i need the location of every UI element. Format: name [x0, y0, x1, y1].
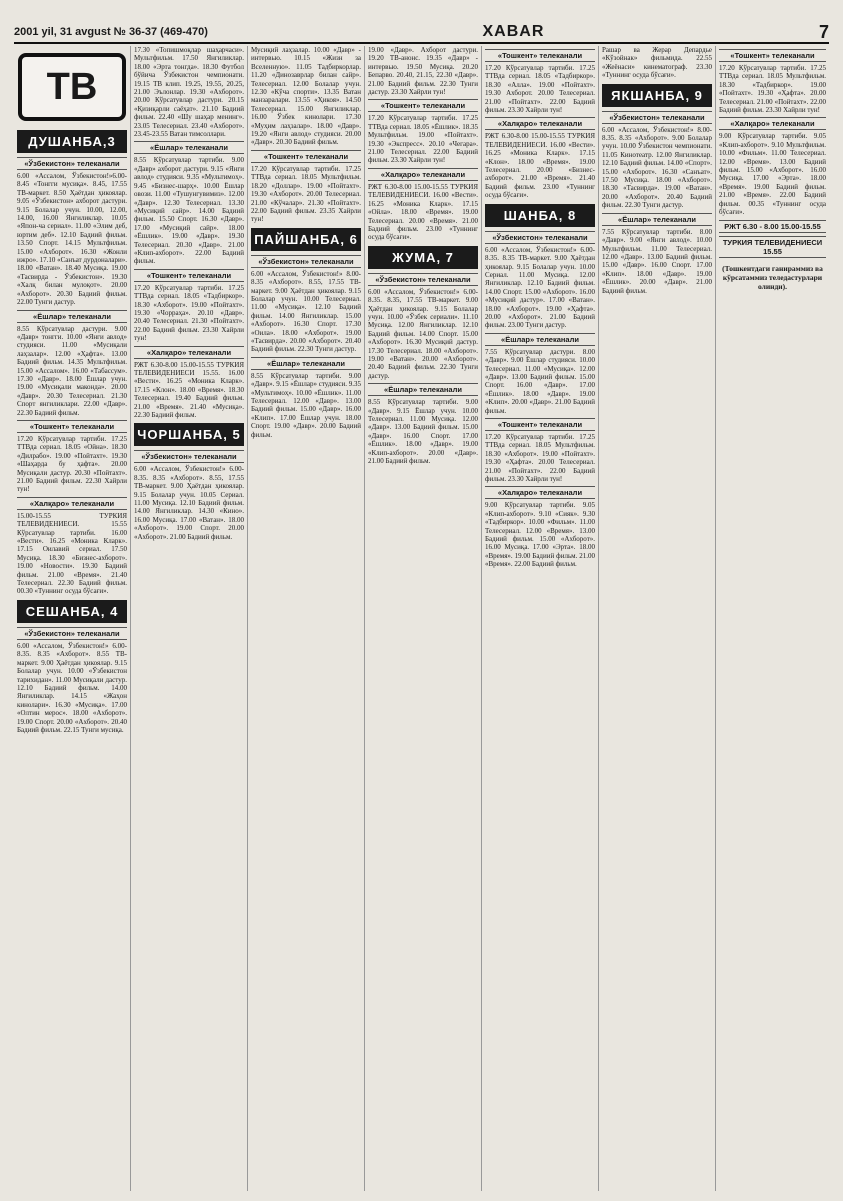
channel-heading: «Тошкент» телеканали [719, 49, 826, 62]
channel-heading: «Ўзбекистон» телеканали [251, 255, 361, 268]
schedule-text: РЖТ 6.30-8.00 15.00-15.55 ТУРКИЯ ТЕЛЕВИДЕНИЕСИ. 16.00 «Вести». 16.25 «Моника Кларк». 17.15 «Клон». 18.00 «Время». 19.00 Телесериал. 20.00 «Бизнес-ахборот». 21.00 «Время». 21.40 Бадиий фильм. 23.00 «Туннинг осуда бўсағи». [485, 132, 595, 200]
newspaper-brand: XABAR [482, 23, 545, 40]
schedule-text: 17.20 Кўрсатувлар тартиби. 17.25 ТТВда сериал. 18.05 «Тадбиркор». 18.30 «Алла». 19.00 «Пойтахт». 19.30 Ахборот. 20.00 Телесериал. 21.00 «Пойтахт». 22.00 Бадиий фильм. 23.30 Хайрли тун! [485, 64, 595, 115]
channel-heading: «Ўзбекистон» телеканали [17, 157, 127, 170]
schedule-text: 7.55 Кўрсатувлар дастури. 8.00 «Давр». 9.00 Ёшлар студияси. 10.00 Телесериал. 11.00 «Мусиқа». 12.00 «Давр». 13.00 Бадиий фильм. 15.00 Спорт. 16.00 «Давр». 17.00 «Ёшлик». 18.00 «Давр». 19.00 «Клип». 20.00 «Давр». 21.00 Бадиий фильм. [485, 347, 595, 415]
issue-info: 2001 yil, 31 avgust № 36-37 (469-470) [14, 26, 208, 38]
channel-heading: «Халқаро» телеканали [719, 117, 826, 130]
channel-heading: «Халқаро» телеканали [485, 486, 595, 499]
channel-heading: «Ўзбекистон» телеканали [485, 231, 595, 244]
schedule-text: 6.00 «Ассалом, Ўзбекистон!» 6.00-8.35. 8.35 «Ахборот». 8.55 ТВ-маркет. 9.00 Ҳаётдан ҳикоялар. 9.15 Болалар учун. 10.00 «Ўзбекистон тарихидан». 11.00 Мусиқали дастур. 12.10 Бадиий фильм. 14.00 Янгиликлар. 14.15 «Жаҳон кинолари». 16.30 «Мусиқа». 17.00 «Олтин мерос». 18.00 «Ахборот». 19.00 Спорт. 20.00 «Ахборот». 20.40 Бадиий фильм. 22.15 Тунги мусиқа. [17, 641, 127, 734]
schedule-text: 17.20 Кўрсатувлар тартиби. 17.25 ТТВда сериал. 18.05 Мультфильм. 18.30 «Тадбиркор». 19.00 «Пойтахт». 19.30 «Ҳафта». 20.00 Телесериал. 21.00 «Пойтахт». 22.00 Бадиий фильм. 23.30 Хайрли тун! [719, 64, 826, 115]
schedule-text: 8.55 Кўрсатувлар тартиби. 9.00 «Давр» ахборот дастури. 9.15 «Янги авлод» студияси. 9.35 «Мультимоҳ». 9.45 «Бизнес-шарҳ». 10.00 Ёшлар овози. 11.00 «Тушунгувимиз». 12.00 «Давр». 12.30 Телесериал. 13.30 «Мусиқий сайр». 14.00 Бадиий фильм. 15.50 Спорт. 16.30 «Давр». 17.00 «Мусиқий сайр». 18.00 «Ёшлик». 19.00 «Давр». 19.30 Телесериал. 20.30 «Давр». 21.00 «Клип-ахборот». 22.00 Бадиий фильм. [134, 156, 244, 266]
channel-heading: «Ёшлар» телеканали [251, 357, 361, 370]
tv-logo-icon: TB [18, 53, 126, 121]
schedule-text: 17.30 «Топишмоқлар шаҳарчаси». Мультфильм. 17.50 Янгиликлар. 18.00 «Эрта тонгда». 18.30 Футбол бўйича Ўзбекистон чемпионати. 19.15 ТВ клип. 19.25, 19.55, 20.25, 21.00 Эълонлар. 19.30 «Ахборот». 20.00 Кўрсатувлар дастури. 20.15 «Қизиқарли саёҳат». 21.10 Бадиий фильм. 22.40 «Шу шаҳар менинг». 23.05 Телесериал. 23.40 «Ахборот». 23.45-23.55 Ватан тимсоллари. [134, 46, 244, 139]
schedule-text: 8.55 Кўрсатувлар дастури. 9.00 «Давр» тонгги. 10.00 «Янги авлод» студияси. 11.00 «Мусиқали лаҳзалар». 12.00 «Ҳафта». 13.00 Бадиий фильм. 14.35 Мультфильм. 15.00 «Ассалом». 16.00 «Табассум». 17.30 «Давр». 18.00 Ёшлар учун. 19.00 «Мусиқали маконда». 20.00 «Давр». 20.30 Телесериал. 21.30 Спорт янгиликлари. 22.00 «Давр». 22.30 Бадиий фильм. [17, 324, 127, 417]
column-1 [14, 46, 131, 1191]
channel-heading: «Халқаро» телеканали [485, 117, 595, 130]
schedule-text: 8.55 Кўрсатувлар тартиби. 9.00 «Давр». 9.15 Ёшлар учун. 10.00 Телесериал. 11.00 Мусиқа. 12.00 «Давр». 13.00 Бадиий фильм. 15.00 «Давр». 16.00 Спорт. 17.00 «Ёшлик». 18.00 «Давр». 19.00 «Клип-ахборот». 20.00 «Давр». 21.00 Бадиий фильм. [368, 398, 478, 466]
day-heading-tuesday: СЕШАНБА, 4 [17, 600, 127, 623]
column-5 [482, 46, 599, 1191]
day-heading-thursday: ПАЙШАНБА, 6 [251, 228, 361, 251]
schedule-text: 17.20 Кўрсатувлар тартиби. 17.25 ТТВда сериал. 18.05 Мультфильм. 18.30 «Ахборот». 19.00 «Пойтахт». 19.30 «Ҳафта». 20.00 Телесериал. 21.00 «Пойтахт». 22.00 Бадиий фильм. 23.30 Хайрли тун! [485, 433, 595, 484]
channel-heading: «Тошкент» телеканали [485, 418, 595, 431]
channel-heading: «Тошкент» телеканали [17, 420, 127, 433]
column-7 [716, 46, 829, 1191]
channel-heading: «Ўзбекистон» телеканали [134, 450, 244, 463]
channel-heading: «Ўзбекистон» телеканали [368, 273, 478, 286]
schedule-text: 7.55 Кўрсатувлар тартиби. 8.00 «Давр». 9.00 «Янги авлод». 10.00 Мультфильм. 11.00 Телесериал. 12.00 «Давр». 13.00 Бадиий фильм. 15.00 «Давр». 16.00 Спорт. 17.00 «Клип». 18.00 «Давр». 19.00 «Ёшлик». 20.00 «Давр». 21.00 Бадиий фильм. [602, 227, 712, 295]
schedule-text: 6.00 «Ассалом, Ўзбекистон!» 6.00-8.35. 8.35 «Ахборот». 8.55, 17.55 ТВ-маркет. 9.00 Ҳаётдан ҳикоялар. 9.15 Болалар учун. 10.05 Сериал. 11.00 Мусиқа. 12.10 Бадиий фильм. 14.00 Янгиликлар. 14.30 «Кино». 16.00 Мусиқа. 17.00 «Ватан». 18.00 «Ахборот». 19.00 Спорт. 20.00 «Ахборот». 21.00 Бадиий фильм. [134, 465, 244, 541]
schedule-text: 17.20 Кўрсатувлар тартиби. 17.25 ТТВда сериал. 18.05 «Ёшлик». 18.35 Мультфильм. 19.00 «Пойтахт». 19.30 «Экспресс». 20.10 «Чегара». 21.00 Телесериал. 22.00 Бадиий фильм. 23.30 Хайрли тун! [368, 114, 478, 165]
column-2 [131, 46, 248, 1191]
source-note: (Тошкентдаги ганираммиз ва кўрсатаммиз теледастурлари олинди). [722, 263, 823, 291]
schedule-text: 6.00 «Ассалом, Ўзбекистон!» 8.00-8.35 «Ахборот». 8.55, 17.55 ТВ-маркет. 9.00 Ҳаётдан ҳикоялар. 9.15 Болалар учун. 10.00 Телесериал. 11.00 «Мусиқа». 12.10 Бадиий фильм. 14.00 Янгиликлар. 15.00 «Ахборот». 16.30 Спорт. 17.30 «Оила». 18.00 «Ахборот». 19.00 «Тасвирда». 20.00 «Ахборот». 20.40 Бадиий фильм. 22.30 Тунги дастур. [251, 269, 361, 354]
channel-heading: «Тошкент» телеканали [485, 49, 595, 62]
day-heading-wednesday: ЧОРШАНБА, 5 [134, 423, 244, 446]
schedule-text: 17.20 Кўрсатувлар тартиби. 17.25 ТТВда сериал. 18.05 «Ойна». 18.30 «Дилрабо». 19.00 «Пойтахт». 19.30 «Шаҳарда бу ҳафта». 20.00 Мусиқали дастур. 20.30 «Пойтахт». 21.00 Бадиий фильм. 22.30 Хайрли тун! [17, 434, 127, 494]
schedule-text: 6.00 «Ассалом, Ўзбекистон!» 6.00-8.35. 8.35 ТВ-маркет. 9.00 Ҳаётдан ҳикоялар. 9.15 Болалар учун. 10.00 Сериал. 11.00 Мусиқа. 12.00 Янгиликлар. 12.10 Бадиий фильм. 14.00 Спорт. 15.00 «Ахборот». 16.00 «Мусиқий дастур». 17.00 «Ватан». 18.00 «Ахборот». 19.00 «Ҳафта». 20.00 «Ахборот». 21.00 Бадиий фильм. 23.00 Тунги дастур. [485, 245, 595, 330]
day-heading-friday: ЖУМА, 7 [368, 246, 478, 269]
channel-heading: «Тошкент» телеканали [368, 99, 478, 112]
channel-heading: «Ёшлар» телеканали [17, 310, 127, 323]
channel-heading: «Халқаро» телеканали [368, 168, 478, 181]
schedule-text: 17.20 Кўрсатувлар тартиби. 17.25 ТТВда сериал. 18.05 Мультфильм. 18.20 «Доллар». 19.00 «Пойтахт». 19.30 «Ахборот». 20.00 Телесериал. 21.00 «Кўчалар». 21.30 «Пойтахт». 22.00 Бадиий фильм. 23.35 Хайрли тун! [251, 164, 361, 224]
tv-schedule-columns [14, 46, 829, 1191]
channel-heading: РЖТ 6.30 - 8.00 15.00-15.55 [719, 220, 826, 233]
channel-heading: ТУРКИЯ ТЕЛЕВИДЕНИЕСИ 15.55 [719, 236, 826, 258]
channel-heading: «Ўзбекистон» телеканали [602, 111, 712, 124]
schedule-text: РЖТ 6.30-8.00 15.00-15.55 ТУРКИЯ ТЕЛЕВИДЕНИЕСИ. 16.00 «Вести». 16.25 «Моника Кларк». 17.15 «Ойла». 18.00 «Время». 19.00 Телесериал. 20.00 «Время». 21.00 Бадиий фильм. 23.00 «Туннинг осуда бўсағи». [368, 182, 478, 242]
schedule-text: 9.00 Кўрсатувлар тартиби. 9.05 «Клип-ахборот». 9.10 Мультфильм. 10.00 «Фильм». 11.00 Телесериал. 12.00 «Время». 13.00 Бадиий фильм. 15.00 «Ахборот». 16.00 Мусиқа. 17.00 «Эрта». 18.00 «Время». 19.00 Бадиий фильм. 21.00 «Время». 22.00 Бадиий фильм. 00.35 «Туннинг осуда бўсағи». [719, 132, 826, 217]
schedule-text: 15.00-15.55 ТУРКИЯ ТЕЛЕВИДЕНИЕСИ. 15.55 Кўрсатувлар тартиби. 16.00 «Вести». 16.25 «Моника Кларк». 17.15 Оилавий сериал. 17.50 Мусиқа. 18.30 «Бизнес-ахборот». 19.00 «Новости». 19.30 Бадиий фильм. 21.00 «Время». 21.40 Телесериал. 22.30 Бадиий фильм. 00.30 «Туннинг осуда бўсағи». [17, 511, 127, 596]
day-heading-monday: ДУШАНБА,3 [17, 130, 127, 153]
schedule-text: 6.00 «Ассалом, Ўзбекистон!» 8.00-8.35. 8.35 «Ахборот». 9.00 Болалар учун. 10.00 Ўзбекистон чемпионати. 11.05 Кинотеатр. 12.00 Янгиликлар. 12.10 Бадиий фильм. 14.00 «Спорт». 15.00 «Ахборот». 16.30 «Санъат». 17.50 Мусиқа. 18.00 «Ахборот». 18.30 «Тасвирда». 19.00 «Ватан». 20.00 «Ахборот». 20.40 Бадиий фильм. 22.30 Тунги дастур. [602, 125, 712, 210]
tv-logo [17, 48, 127, 126]
schedule-text: Мусиқий лаҳзалар. 10.00 «Давр» - интервью. 10.15 «Жизн за Вселенную». 11.05 Тадбиркорлар. 11.20 «Динозаврлар билан сайр». Телесериал. 12.00 Болалар учун. 12.30 «Кўча спорти». 13.35 Ватан манзаралари. 13.55 «Ҳикоя». 14.50 Телесериал. 15.00 Янгиликлар. 16.00 Ўзбек кинолари. 17.30 «Муҳим лаҳзалар». 18.00 «Давр». 19.20 «Янги авлод» студияси. 20.00 «Давр». 20.30 Бадиий фильм. [251, 46, 361, 147]
schedule-text: 17.20 Кўрсатувлар тартиби. 17.25 ТТВда сериал. 18.05 «Тадбиркор». 18.30 «Ахборот». 19.00 «Пойтахт». 19.30 «Чорраҳа». 20.10 «Давр». 20.40 Телесериал. 21.30 «Пойтахт». 22.00 Бадиий фильм. 23.30 Хайрли тун! [134, 283, 244, 343]
column-6 [599, 46, 716, 1191]
schedule-text: 6.00 «Ассалом, Ўзбекистон!» 6.00-8.35. 8.35, 17.55 ТВ-маркет. 9.00 Ҳаётдан ҳикоялар. 9.15 Болалар учун. 10.00 «Ўзбек сериали». 11.10 Мусиқа. 12.00 Янгиликлар. 12.10 Бадиий фильм. 14.00 Спорт. 15.00 «Ахборот». 16.30 Мусиқий дастур. 17.30 Телесериал. 18.00 «Ахборот». 19.00 «Ватан». 20.00 «Ахборот». 20.40 Бадиий фильм. 22.30 Тунги дастур. [368, 287, 478, 380]
channel-heading: «Ўзбекистон» телеканали [17, 627, 127, 640]
schedule-text: 9.00 Кўрсатувлар тартиби. 9.05 «Клип-ахборот». 9.10 «Сияк». 9.30 «Тадбиркор». 10.00 «Фильм». 11.00 Телесериал. 12.00 «Время». 13.00 Бадиий фильм. 15.00 «Ахборот». 16.00 Мусиқа. 17.00 «Эрта». 18.00 «Время». 19.00 Бадиий фильм. 21.00 «Время». 22.00 Бадиий фильм. [485, 501, 595, 569]
channel-heading: «Ёшлар» телеканали [602, 213, 712, 226]
day-heading-sunday: ЯКШАНБА, 9 [602, 84, 712, 107]
masthead [14, 22, 829, 44]
column-3 [248, 46, 365, 1191]
page-number: 7 [818, 21, 829, 42]
channel-heading: «Халқаро» телеканали [134, 346, 244, 359]
channel-heading: «Тошкент» телеканали [134, 269, 244, 282]
schedule-text: 6.00 «Ассалом, Ўзбекистон!»6.00-8.45 «Тонгги мусиқа». 8.45, 17.55 ТВ-маркет. 8.50 Ҳаётдан ҳикоялар. 9.05 «Ўзбекистон» ахборот дастури. 9.15 Болалар учун. 10.00, 12.00, 14.00, 16.00 Янгиликлар. 10.05 «Япон-ча сериал». 11.00 «Элим деб, юртим деб». 12.10 Бадиий фильм. 13.50 Спорт. 14.15 Мультфильм. 15.00 «Ахборот». 16.30 «Жонли ижро». 17.10 «Санъат дурдоналари». 18.00 «Ватан». 18.40 Мусиқа. 19.00 «Тасвирда - Ўзбекистон». 19.30 «Халқ билан мулоқот». 20.00 «Ахборот». 20.30 Бадиий фильм. 22.00 Тунги дастур. [17, 172, 128, 307]
day-heading-saturday: ШАНБА, 8 [485, 204, 595, 227]
schedule-text: 8.55 Кўрсатувлар тартиби. 9.00 «Давр». 9.15 «Ёшлар» студияси. 9.35 «Мультимоҳ». 10.00 «Ёшлик». 11.00 Телесериал. 12.00 «Давр». 13.00 Бадиий фильм. 15.00 «Давр». 16.00 «Клип». 17.00 Ёшлар учун. 18.00 Спорт. 19.00 «Давр». 20.00 Бадиий фильм. [251, 371, 361, 439]
column-4 [365, 46, 482, 1191]
channel-heading: «Ёшлар» телеканали [134, 141, 244, 154]
channel-heading: «Халқаро» телеканали [17, 497, 127, 510]
schedule-text: РЖТ 6.30-8.00 15.00-15.55 ТУРКИЯ ТЕЛЕВИДЕНИЕСИ 15.55. 16.00 «Вести». 16.25 «Моника Кларк». 17.15 «Клон». 18.00 «Время». 18.30 Телесериал. 19.40 Бадиий фильм. 21.00 «Время». 21.40 «Мусиқа». 22.30 Бадиий фильм. [134, 360, 244, 420]
channel-heading: «Тошкент» телеканали [251, 150, 361, 163]
channel-heading: «Ёшлар» телеканали [485, 333, 595, 346]
schedule-text: 19.00 «Давр». Ахборот дастури. 19.20 ТВ-анонс. 19.35 «Давр» - интервью. 19.50 Мусиқа. 20.20 Бепарво. 20.40, 21.15, 22.30 «Давр». 21.00 Бадиий фильм. 22.30 Тунги дастур. 23.30 Хайрли тун! [368, 46, 478, 97]
channel-heading: «Ёшлар» телеканали [368, 383, 478, 396]
schedule-text: Рашар ва Жерар Депардье «Кўзойнак» фильмида. 22.55 «Жеёнаси» кинематограф. 23.30 «Туннинг осуда бўсағи». [602, 46, 712, 80]
